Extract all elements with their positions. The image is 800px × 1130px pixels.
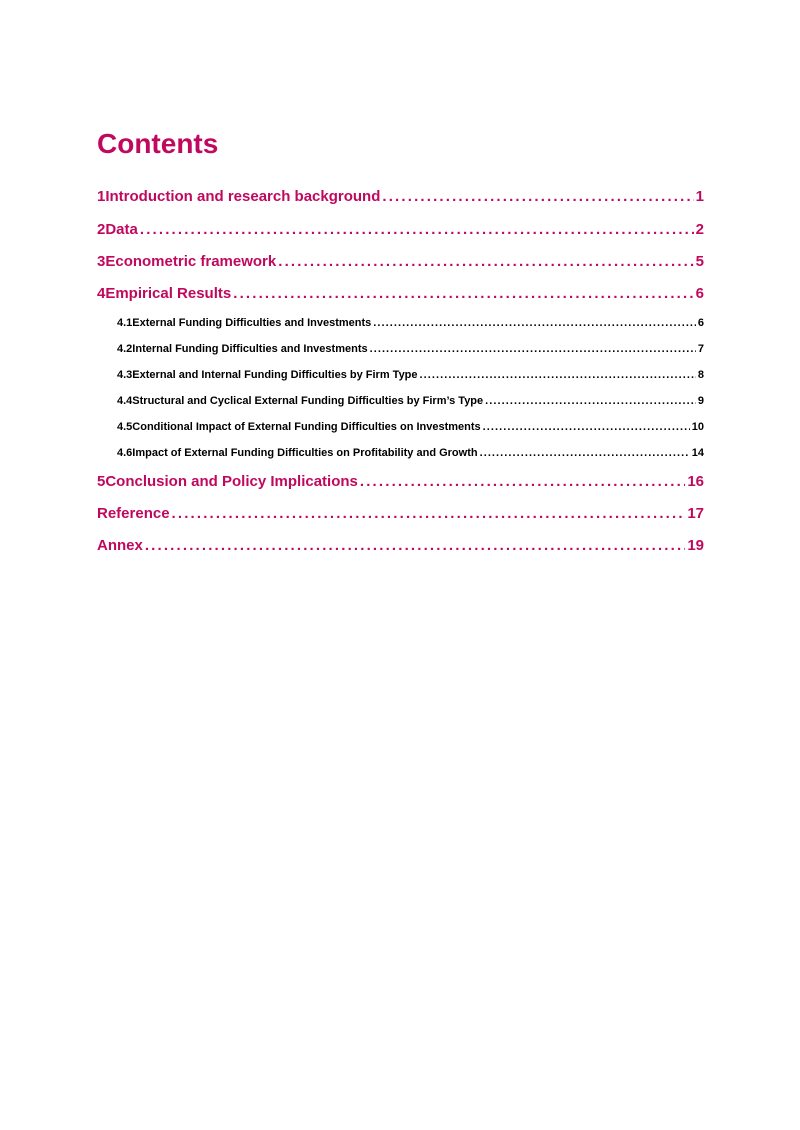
toc-title: Conclusion and Policy Implications [105,473,358,490]
toc-title: Annex [97,537,143,554]
toc-entry-5[interactable] [97,473,704,490]
toc-leader [485,395,696,407]
toc-number: 5 [97,473,106,490]
toc-title: Impact of External Funding Difficulties on Profitability and Growth [132,447,478,459]
toc-number: 4.4 [117,395,133,407]
toc-leader [373,317,696,329]
toc-title: Empirical Results [105,285,232,302]
toc-entry-4[interactable] [97,285,704,302]
toc-number: 4.3 [117,369,133,381]
toc-leader [140,221,694,238]
toc-title: External Funding Difficulties and Investments [132,317,372,329]
toc-number: 4 [97,285,106,302]
toc-number: 4.1 [117,317,133,329]
toc-number: 1 [97,188,106,205]
toc-leader [360,473,685,490]
toc-leader [382,188,693,205]
toc-title: Internal Funding Difficulties and Investments [132,343,368,355]
toc-page: 8 [697,369,704,381]
page-title: Contents [97,128,219,159]
toc-page: 1 [695,188,704,205]
toc-leader [370,343,696,355]
toc-page: 16 [687,473,704,490]
toc-leader [480,447,690,459]
toc-number: 4.6 [117,447,133,459]
toc-leader [420,369,696,381]
toc-title: Conditional Impact of External Funding Difficulties on Investments [132,421,481,433]
toc-leader [233,285,693,302]
toc-title: Reference [97,505,170,522]
toc-number: 4.2 [117,343,133,355]
toc-entry-4-6[interactable] [117,447,704,459]
toc-number: 3 [97,253,106,270]
toc-entry-4-5[interactable] [117,421,704,433]
toc-page: 6 [695,285,704,302]
toc-entry-4-2[interactable] [117,343,704,355]
toc-entry-annex[interactable] [97,537,704,554]
toc-page: 10 [691,421,704,433]
toc-entry-4-1[interactable] [117,317,704,329]
toc-number: 2 [97,221,106,238]
toc-leader [483,421,690,433]
toc-page: 17 [687,505,704,522]
toc-title: Structural and Cyclical External Funding Difficulties by Firm’s Type [132,395,484,407]
toc-page: 6 [697,317,704,329]
toc-leader [145,537,685,554]
toc-page: 2 [695,221,704,238]
toc-page: 9 [697,395,704,407]
toc-page: 14 [691,447,704,459]
toc-title: Data [105,221,138,238]
toc-entry-3[interactable] [97,253,704,270]
toc-page: 7 [697,343,704,355]
toc-leader [278,253,693,270]
toc-entry-4-3[interactable] [117,369,704,381]
toc-entry-reference[interactable] [97,505,704,522]
toc-entry-2[interactable] [97,221,704,238]
toc-page: 19 [687,537,704,554]
toc-title: Introduction and research background [105,188,381,205]
toc-page: 5 [695,253,704,270]
toc-leader [172,505,686,522]
toc-entry-1[interactable] [97,188,704,205]
toc-title: External and Internal Funding Difficulties by Firm Type [132,369,418,381]
toc-number: 4.5 [117,421,133,433]
toc-entry-4-4[interactable] [117,395,704,407]
toc-title: Econometric framework [105,253,277,270]
